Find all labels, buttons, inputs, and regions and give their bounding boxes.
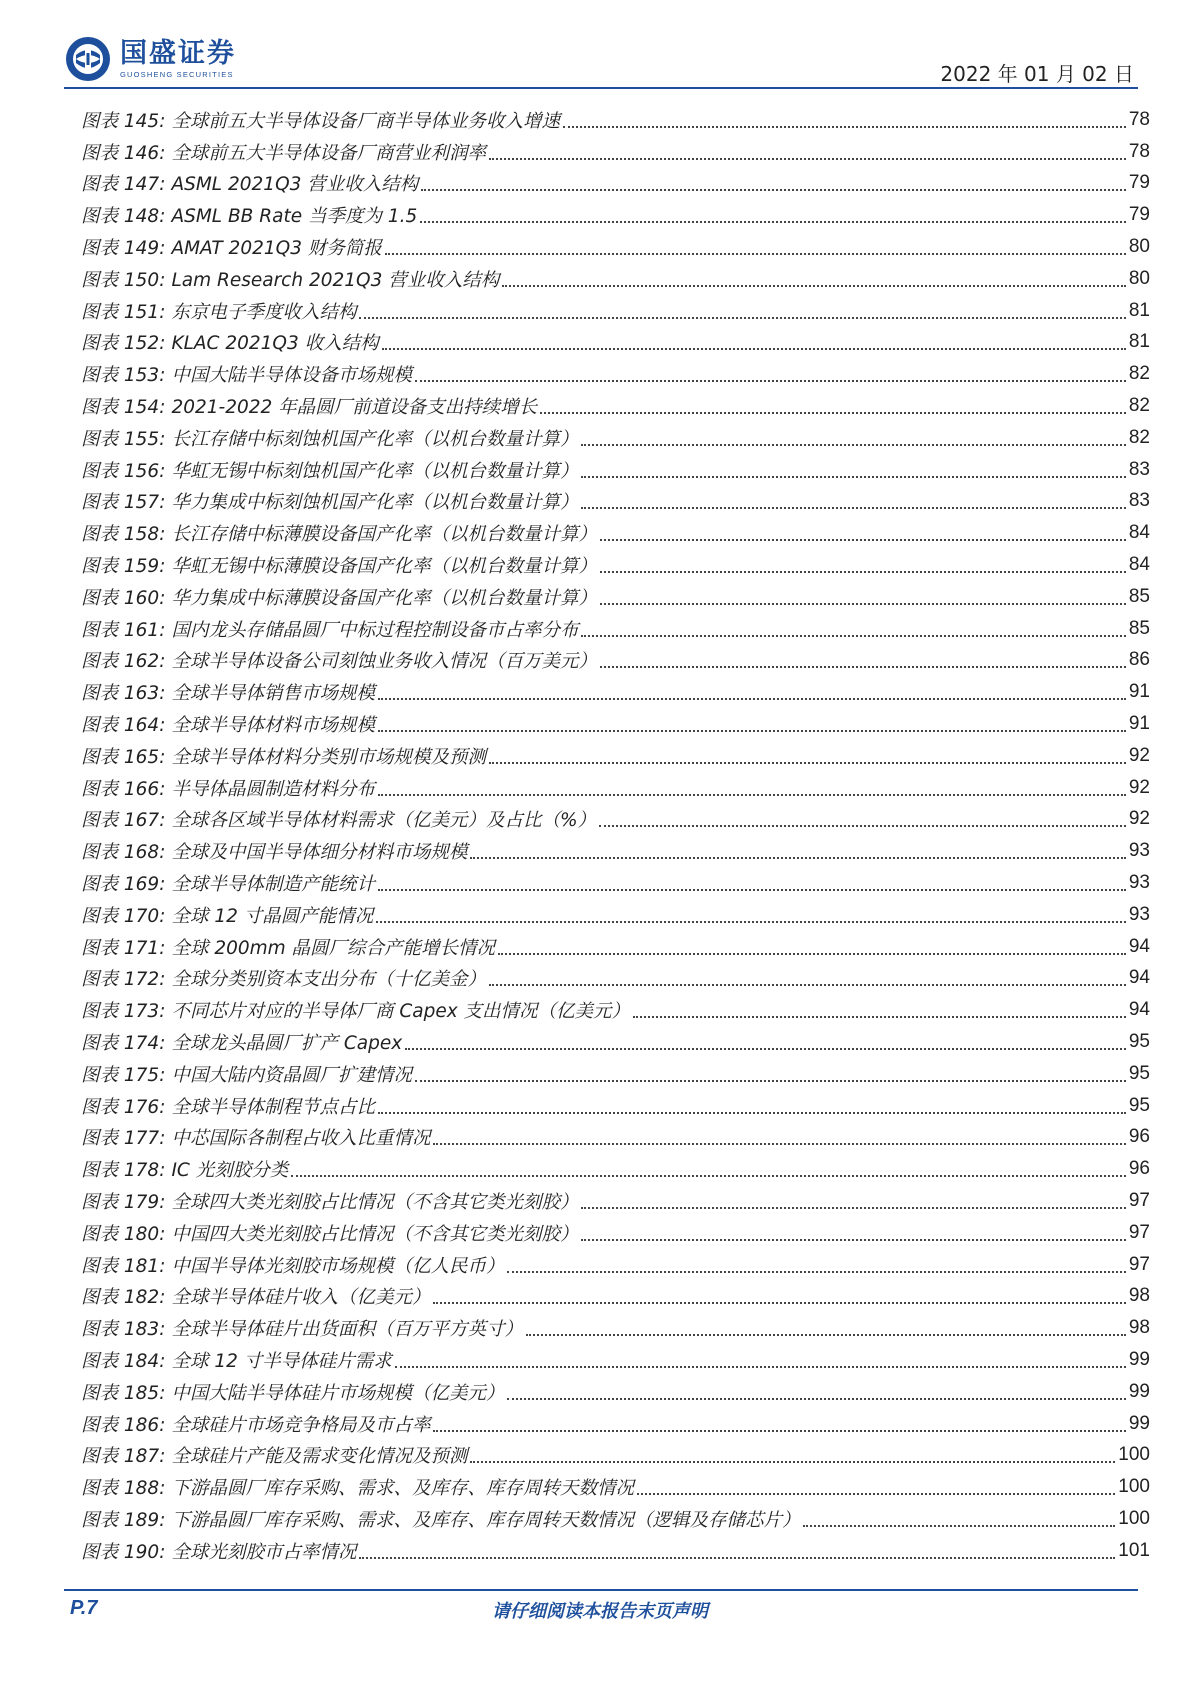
toc-figure-label: 图表 164: — [81, 715, 166, 737]
toc-figure-label: 图表 158: — [81, 524, 166, 546]
toc-dot-leader — [581, 476, 1125, 478]
toc-page-number[interactable]: 80 — [1128, 236, 1150, 258]
toc-page-number[interactable]: 81 — [1128, 331, 1150, 353]
toc-page-number[interactable]: 99 — [1128, 1412, 1150, 1434]
toc-page-number[interactable]: 98 — [1128, 1317, 1150, 1339]
toc-page-number[interactable]: 82 — [1128, 363, 1150, 385]
toc-page-number[interactable]: 84 — [1128, 554, 1150, 576]
toc-dot-leader — [359, 317, 1125, 319]
toc-dot-leader — [378, 794, 1126, 796]
toc-figure-title[interactable]: AMAT 2021Q3 财务简报 — [171, 238, 382, 260]
toc-figure-label: 图表 169: — [81, 874, 166, 896]
toc-figure-title[interactable]: 全球半导体销售市场规模 — [171, 683, 375, 705]
toc-figure-title[interactable]: 2021-2022 年晶圆厂前道设备支出持续增长 — [171, 397, 538, 419]
toc-entry[interactable] — [81, 740, 1150, 772]
toc-figure-label: 图表 145: — [81, 110, 166, 132]
toc-figure-label: 图表 188: — [81, 1478, 166, 1500]
toc-dot-leader — [415, 380, 1126, 382]
toc-entry[interactable] — [81, 1312, 1150, 1344]
toc-dot-leader — [507, 1271, 1125, 1273]
toc-entry[interactable] — [81, 231, 1150, 263]
toc-page-number[interactable]: 94 — [1128, 967, 1150, 989]
toc-page-number[interactable]: 86 — [1128, 649, 1150, 671]
toc-figure-title[interactable]: 下游晶圆厂库存采购、需求、及库存、库存周转天数情况 — [171, 1478, 634, 1500]
toc-figure-title[interactable]: 全球 12 寸晶圆产能情况 — [171, 905, 374, 927]
toc-page-number[interactable]: 97 — [1128, 1221, 1150, 1243]
toc-dot-leader — [600, 539, 1126, 541]
toc-page-number[interactable]: 101 — [1118, 1539, 1150, 1561]
toc-figure-label: 图表 185: — [81, 1382, 166, 1404]
toc-figure-title[interactable]: 华力集成中标刻蚀机国产化率（以机台数量计算） — [171, 492, 579, 514]
toc-dot-leader — [382, 348, 1126, 350]
toc-figure-label: 图表 146: — [81, 142, 166, 164]
toc-figure-label: 图表 182: — [81, 1287, 166, 1309]
toc-page-number[interactable]: 97 — [1128, 1189, 1150, 1211]
toc-figure-title[interactable]: 全球半导体材料分类别市场规模及预测 — [171, 746, 486, 768]
toc-figure-label: 图表 152: — [81, 333, 166, 355]
toc-page-number[interactable]: 94 — [1128, 935, 1150, 957]
toc-page-number[interactable]: 92 — [1128, 808, 1150, 830]
toc-figure-label: 图表 160: — [81, 587, 166, 609]
toc-figure-label: 图表 161: — [81, 619, 166, 641]
toc-figure-label: 图表 174: — [81, 1033, 166, 1054]
toc-entry[interactable] — [81, 422, 1150, 454]
toc-entry[interactable] — [81, 708, 1150, 740]
toc-page-number[interactable]: 78 — [1128, 140, 1150, 162]
disclaimer-notice: 请仔细阅读本报告末页声明 — [492, 1601, 708, 1622]
toc-figure-label: 图表 170: — [81, 905, 166, 927]
toc-figure-title[interactable]: 全球半导体硅片出货面积（百万平方英寸） — [171, 1319, 523, 1341]
toc-entry[interactable] — [81, 1344, 1150, 1376]
toc-dot-leader — [581, 1207, 1125, 1209]
toc-figure-title[interactable]: 中国大陆半导体设备市场规模 — [171, 365, 412, 387]
toc-entry[interactable] — [81, 1376, 1150, 1408]
guosheng-logo-icon — [64, 35, 112, 83]
toc-figure-title[interactable]: 长江存储中标薄膜设备国产化率（以机台数量计算） — [171, 524, 597, 546]
toc-figure-label: 图表 173: — [81, 1001, 166, 1023]
toc-dot-leader — [507, 1398, 1125, 1400]
toc-entry[interactable] — [81, 1058, 1150, 1090]
toc-page-number[interactable]: 83 — [1128, 490, 1150, 512]
toc-entry[interactable] — [81, 1408, 1150, 1440]
toc-figure-title[interactable]: 国内龙头存储晶圆厂中标过程控制设备市占率分布 — [171, 619, 579, 641]
toc-figure-title[interactable]: 全球龙头晶圆厂扩产 Capex — [171, 1033, 403, 1054]
toc-page-number[interactable]: 81 — [1128, 299, 1150, 321]
toc-entry[interactable] — [81, 804, 1150, 836]
toc-figure-title[interactable]: 全球半导体制程节点占比 — [171, 1096, 375, 1118]
toc-dot-leader — [470, 857, 1125, 859]
toc-figure-title[interactable]: IC 光刻胶分类 — [171, 1160, 289, 1182]
toc-entry[interactable] — [81, 168, 1150, 200]
toc-figure-label: 图表 165: — [81, 746, 166, 768]
toc-dot-leader — [433, 1143, 1125, 1145]
toc-figure-title[interactable]: 全球及中国半导体细分材料市场规模 — [171, 842, 468, 864]
toc-figure-label: 图表 171: — [81, 937, 166, 959]
company-logo — [64, 34, 236, 84]
toc-dot-leader — [803, 1525, 1115, 1527]
toc-dot-leader — [600, 571, 1126, 573]
toc-page-number[interactable]: 82 — [1128, 395, 1150, 417]
toc-figure-label: 图表 186: — [81, 1414, 166, 1436]
toc-dot-leader — [385, 253, 1126, 255]
toc-figure-label: 图表 180: — [81, 1223, 166, 1245]
toc-figure-title[interactable]: ASML BB Rate 当季度为 1.5 — [171, 206, 418, 228]
toc-page-number[interactable]: 79 — [1128, 204, 1150, 226]
toc-page-number[interactable]: 78 — [1128, 108, 1150, 130]
toc-dot-leader — [581, 507, 1125, 509]
toc-entry[interactable] — [81, 327, 1150, 359]
toc-figure-label: 图表 148: — [81, 206, 166, 228]
toc-entry[interactable] — [81, 994, 1150, 1026]
toc-figure-label: 图表 163: — [81, 683, 166, 705]
toc-figure-title[interactable]: 全球各区域半导体材料需求（亿美元）及占比（%） — [171, 810, 597, 832]
toc-entry[interactable] — [81, 613, 1150, 645]
toc-dot-leader — [599, 825, 1126, 827]
toc-figure-label: 图表 162: — [81, 651, 166, 673]
toc-dot-leader — [433, 1302, 1125, 1304]
page-number: P.7 — [70, 1597, 98, 1619]
toc-figure-title[interactable]: 中国大陆内资晶圆厂扩建情况 — [171, 1064, 412, 1086]
toc-figure-label: 图表 155: — [81, 428, 166, 450]
toc-dot-leader — [526, 1334, 1126, 1336]
toc-dot-leader — [378, 889, 1126, 891]
toc-page-number[interactable]: 85 — [1128, 617, 1150, 639]
toc-entry[interactable] — [81, 199, 1150, 231]
toc-page-number[interactable]: 99 — [1128, 1348, 1150, 1370]
toc-figure-title[interactable]: 华虹无锡中标刻蚀机国产化率（以机台数量计算） — [171, 460, 579, 482]
toc-page-number[interactable]: 92 — [1128, 776, 1150, 798]
toc-figure-title[interactable]: 华虹无锡中标薄膜设备国产化率（以机台数量计算） — [171, 556, 597, 578]
toc-figure-title[interactable]: 全球半导体材料市场规模 — [171, 715, 375, 737]
toc-dot-leader — [359, 1557, 1115, 1559]
toc-entry[interactable] — [81, 1503, 1150, 1535]
toc-entry[interactable] — [81, 645, 1150, 677]
toc-entry[interactable] — [81, 899, 1150, 931]
toc-entry[interactable] — [81, 835, 1150, 867]
toc-page-number[interactable]: 98 — [1128, 1285, 1150, 1307]
toc-page-number[interactable]: 91 — [1128, 713, 1150, 735]
toc-figure-title[interactable]: 全球前五大半导体设备厂商营业利润率 — [171, 142, 486, 164]
toc-figure-title[interactable]: 全球光刻胶市占率情况 — [171, 1541, 357, 1563]
toc-figure-title[interactable]: 华力集成中标薄膜设备国产化率（以机台数量计算） — [171, 587, 597, 609]
toc-entry[interactable] — [81, 581, 1150, 613]
toc-page-number[interactable]: 95 — [1128, 1094, 1150, 1116]
toc-figure-title[interactable]: 东京电子季度收入结构 — [171, 301, 357, 323]
toc-figure-title[interactable]: 不同芯片对应的半导体厂商 Capex 支出情况（亿美元） — [171, 1001, 631, 1023]
toc-dot-leader — [470, 1461, 1115, 1463]
toc-figure-label: 图表 166: — [81, 778, 166, 800]
toc-entry[interactable] — [81, 963, 1150, 995]
toc-dot-leader — [600, 666, 1126, 668]
toc-figure-title[interactable]: 中芯国际各制程占收入比重情况 — [171, 1128, 431, 1150]
toc-dot-leader — [378, 730, 1126, 732]
toc-dot-leader — [489, 762, 1126, 764]
toc-page-number[interactable]: 92 — [1128, 744, 1150, 766]
toc-figure-label: 图表 181: — [81, 1255, 166, 1277]
toc-entry[interactable] — [81, 676, 1150, 708]
toc-page-number[interactable]: 79 — [1128, 172, 1150, 194]
toc-figure-title[interactable]: Lam Research 2021Q3 营业收入结构 — [171, 269, 500, 291]
toc-dot-leader — [378, 698, 1126, 700]
toc-dot-leader — [421, 189, 1126, 191]
toc-figure-title[interactable]: 下游晶圆厂库存采购、需求、及库存、库存周转天数情况（逻辑及存储芯片） — [171, 1509, 801, 1531]
toc-figure-label: 图表 149: — [81, 238, 166, 260]
toc-page-number[interactable]: 100 — [1118, 1476, 1150, 1498]
logo-wordmark: 国盛证券 — [120, 38, 236, 69]
toc-page-number[interactable]: 91 — [1128, 681, 1150, 703]
toc-page-number[interactable]: 93 — [1128, 872, 1150, 894]
toc-entry[interactable] — [81, 1026, 1150, 1058]
toc-page-number[interactable]: 96 — [1128, 1126, 1150, 1148]
toc-figure-label: 图表 147: — [81, 174, 166, 196]
toc-dot-leader — [581, 444, 1125, 446]
toc-page-number[interactable]: 93 — [1128, 840, 1150, 862]
toc-dot-leader — [600, 603, 1126, 605]
toc-entry[interactable] — [81, 136, 1150, 168]
toc-dot-leader — [420, 221, 1126, 223]
toc-dot-leader — [378, 1112, 1126, 1114]
toc-dot-leader — [489, 984, 1126, 986]
toc-figure-label: 图表 179: — [81, 1191, 166, 1213]
toc-entry[interactable] — [81, 772, 1150, 804]
toc-page-number[interactable]: 100 — [1118, 1444, 1150, 1466]
toc-page-number[interactable]: 95 — [1128, 1031, 1150, 1052]
toc-dot-leader — [581, 1239, 1125, 1241]
toc-entry[interactable] — [81, 1122, 1150, 1154]
toc-entry[interactable] — [81, 517, 1150, 549]
toc-entry[interactable] — [81, 931, 1150, 963]
toc-figure-label: 图表 159: — [81, 556, 166, 578]
toc-figure-title[interactable]: 全球分类别资本支出分布（十亿美金） — [171, 969, 486, 991]
toc-figure-title[interactable]: 全球四大类光刻胶占比情况（不含其它类光刻胶） — [171, 1191, 579, 1213]
toc-figure-label: 图表 150: — [81, 269, 166, 291]
toc-entry[interactable] — [81, 1535, 1150, 1567]
toc-page-number[interactable]: 100 — [1118, 1507, 1150, 1529]
toc-entry[interactable] — [81, 1217, 1150, 1249]
toc-dot-leader — [581, 635, 1125, 637]
toc-figure-title[interactable]: 全球半导体设备公司刻蚀业务收入情况（百万美元） — [171, 651, 597, 673]
toc-entry[interactable] — [81, 390, 1150, 422]
toc-dot-leader — [291, 1175, 1126, 1177]
toc-figure-label: 图表 153: — [81, 365, 166, 387]
toc-figure-title[interactable]: 长江存储中标刻蚀机国产化率（以机台数量计算） — [171, 428, 579, 450]
toc-entry[interactable] — [81, 549, 1150, 581]
toc-page-number[interactable]: 94 — [1128, 999, 1150, 1021]
toc-figure-title[interactable]: 全球 200mm 晶圆厂综合产能增长情况 — [171, 937, 496, 959]
toc-dot-leader — [502, 285, 1126, 287]
toc-figure-title[interactable]: 中国半导体光刻胶市场规模（亿人民币） — [171, 1255, 505, 1277]
toc-figure-label: 图表 177: — [81, 1128, 166, 1150]
toc-page-number[interactable]: 93 — [1128, 903, 1150, 925]
toc-entry[interactable] — [81, 295, 1150, 327]
footer-divider — [64, 1589, 1138, 1591]
toc-figure-label: 图表 176: — [81, 1096, 166, 1118]
toc-entry[interactable] — [81, 454, 1150, 486]
toc-figure-label: 图表 167: — [81, 810, 166, 832]
toc-dot-leader — [633, 1016, 1126, 1018]
toc-figure-label: 图表 189: — [81, 1509, 166, 1531]
toc-dot-leader — [405, 1048, 1126, 1050]
toc-figure-title[interactable]: 全球 12 寸半导体硅片需求 — [171, 1350, 392, 1372]
logo-wordmark-en: GUOSHENG SECURITIES — [120, 70, 234, 79]
toc-dot-leader — [395, 1366, 1126, 1368]
toc-figure-title[interactable]: 全球半导体制造产能统计 — [171, 874, 375, 896]
report-date: 2022 年 01 月 02 日 — [940, 62, 1134, 86]
toc-dot-leader — [563, 126, 1126, 128]
toc-figure-label: 图表 175: — [81, 1064, 166, 1086]
toc-figure-title[interactable]: 全球半导体硅片收入（亿美元） — [171, 1287, 431, 1309]
toc-dot-leader — [376, 921, 1126, 923]
toc-figure-label: 图表 172: — [81, 969, 166, 991]
toc-entry[interactable] — [81, 358, 1150, 390]
toc-page-number[interactable]: 96 — [1128, 1158, 1150, 1180]
page-header — [0, 0, 1200, 90]
toc-entry[interactable] — [81, 1280, 1150, 1312]
toc-dot-leader — [498, 953, 1126, 955]
toc-figure-label: 图表 154: — [81, 397, 166, 419]
toc-figure-title[interactable]: 全球硅片市场竞争格局及市占率 — [171, 1414, 431, 1436]
toc-entry[interactable] — [81, 1153, 1150, 1185]
toc-entry[interactable] — [81, 1249, 1150, 1281]
toc-figure-title[interactable]: 半导体晶圆制造材料分布 — [171, 778, 375, 800]
toc-figure-label: 图表 183: — [81, 1319, 166, 1341]
toc-figure-label: 图表 168: — [81, 842, 166, 864]
toc-page-number[interactable]: 85 — [1128, 585, 1150, 607]
toc-dot-leader — [489, 158, 1126, 160]
toc-figure-title[interactable]: 全球前五大半导体设备厂商半导体业务收入增速 — [171, 110, 560, 132]
toc-figure-title[interactable]: 全球硅片产能及需求变化情况及预测 — [171, 1446, 468, 1468]
toc-figure-title[interactable]: 中国大陆半导体硅片市场规模（亿美元） — [171, 1382, 505, 1404]
toc-entry[interactable] — [81, 263, 1150, 295]
toc-figure-label: 图表 184: — [81, 1350, 166, 1372]
toc-figure-title[interactable]: 中国四大类光刻胶占比情况（不含其它类光刻胶） — [171, 1223, 579, 1245]
toc-page-number[interactable]: 82 — [1128, 426, 1150, 448]
figure-index-list — [81, 104, 1150, 1567]
toc-figure-label: 图表 190: — [81, 1541, 166, 1563]
toc-figure-label: 图表 157: — [81, 492, 166, 514]
toc-page-number[interactable]: 83 — [1128, 458, 1150, 480]
toc-entry[interactable] — [81, 1471, 1150, 1503]
toc-figure-label: 图表 156: — [81, 460, 166, 482]
toc-dot-leader — [637, 1493, 1115, 1495]
toc-entry[interactable] — [81, 867, 1150, 899]
toc-figure-title[interactable]: KLAC 2021Q3 收入结构 — [171, 333, 379, 355]
toc-figure-label: 图表 187: — [81, 1446, 166, 1468]
toc-entry[interactable] — [81, 104, 1150, 136]
toc-entry[interactable] — [81, 1090, 1150, 1122]
toc-figure-label: 图表 151: — [81, 301, 166, 323]
header-divider — [64, 87, 1138, 89]
toc-entry[interactable] — [81, 1185, 1150, 1217]
toc-dot-leader — [415, 1080, 1126, 1082]
toc-page-number[interactable]: 80 — [1128, 267, 1150, 289]
toc-entry[interactable] — [81, 1439, 1150, 1471]
toc-page-number[interactable]: 95 — [1128, 1062, 1150, 1084]
toc-page-number[interactable]: 97 — [1128, 1253, 1150, 1275]
toc-figure-label: 图表 178: — [81, 1160, 166, 1182]
toc-figure-title[interactable]: ASML 2021Q3 营业收入结构 — [171, 174, 419, 196]
toc-page-number[interactable]: 99 — [1128, 1380, 1150, 1402]
toc-dot-leader — [433, 1430, 1125, 1432]
toc-page-number[interactable]: 84 — [1128, 522, 1150, 544]
toc-entry[interactable] — [81, 486, 1150, 518]
toc-dot-leader — [540, 412, 1126, 414]
